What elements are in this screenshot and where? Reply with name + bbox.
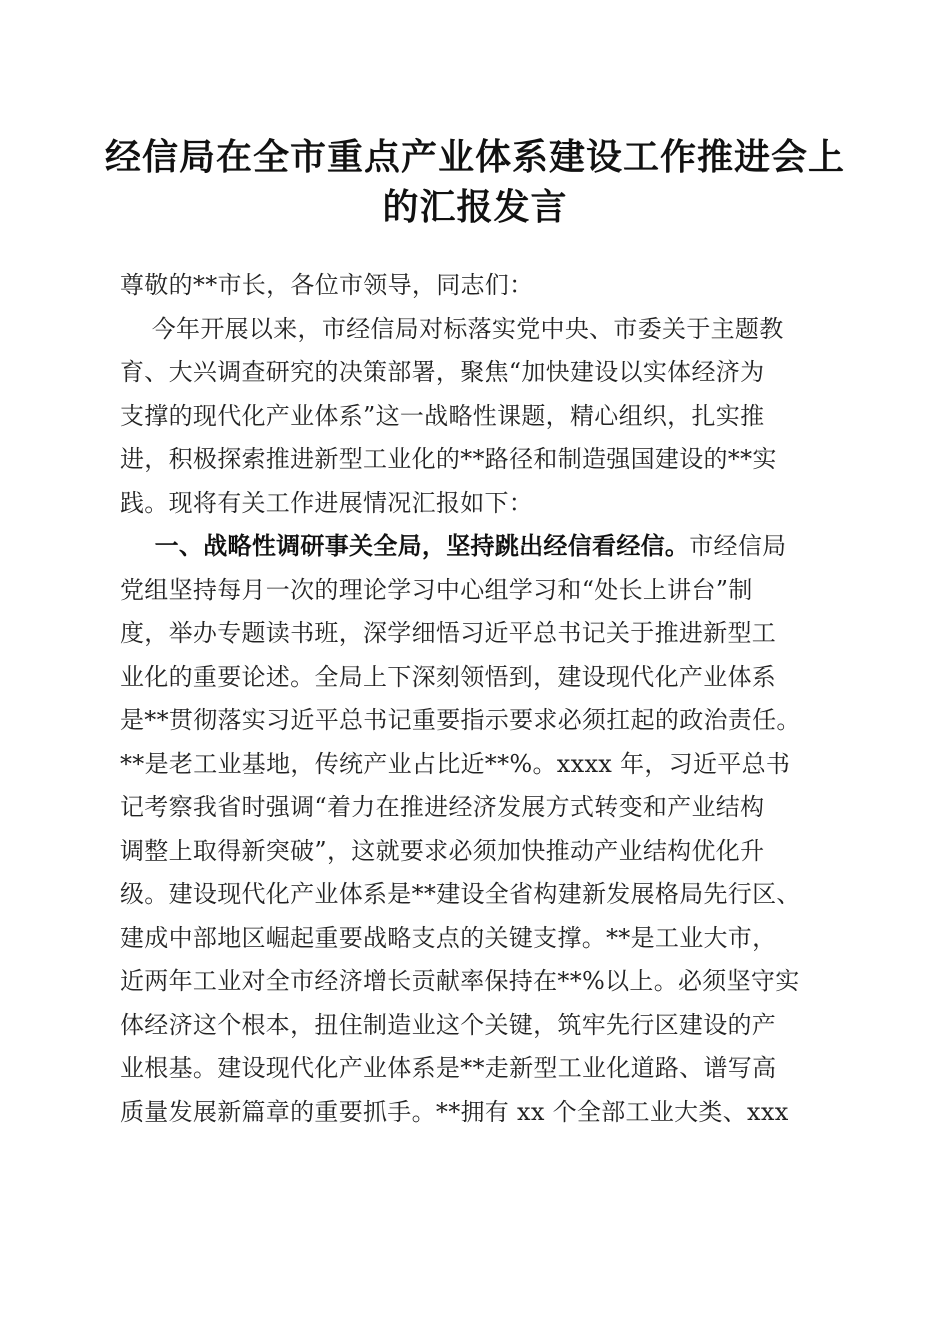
paragraph-line: 建成中部地区崛起重要战略支点的关键支撑。**是工业大市， [120, 923, 777, 952]
section-heading-continuation: 市经信局 [689, 532, 787, 560]
paragraph-line: 是**贯彻落实习近平总书记重要指示要求必须扛起的政治责任。 [120, 706, 801, 734]
paragraph-line: 调整上取得新突破”，这就要求必须加快推动产业结构优化升 [120, 836, 765, 865]
section-heading: 一、战略性调研事关全局，坚持跳出经信看经信。 [120, 532, 690, 560]
paragraph-line: 党组坚持每月一次的理论学习中心组学习和“处长上讲台”制 [120, 575, 753, 604]
document-body [120, 264, 832, 1134]
paragraph-line: 质量发展新篇章的重要抓手。**拥有 xx 个全部工业大类、xxx [120, 1097, 789, 1126]
paragraph-line: 支撑的现代化产业体系”这一战略性课题，精心组织，扎实推 [120, 401, 765, 430]
paragraph-line: 记考察我省时强调“着力在推进经济发展方式转变和产业结构 [120, 793, 765, 821]
paragraph-line: 级。建设现代化产业体系是**建设全省构建新发展格局先行区、 [120, 880, 801, 908]
paragraph-line: 业根基。建设现代化产业体系是**走新型工业化道路、谱写高 [120, 1054, 777, 1082]
paragraph-line: 度，举办专题读书班，深学细悟习近平总书记关于推进新型工 [120, 619, 777, 647]
document-title [100, 132, 850, 232]
title-line-1: 经信局在全市重点产业体系建设工作推进会上 [104, 136, 845, 178]
paragraph-line: 今年开展以来，市经信局对标落实党中央、市委关于主题教 [120, 314, 784, 343]
title-line-2: 的汇报发言 [382, 186, 568, 228]
paragraph-line: **是老工业基地，传统产业占比近**%。xxxx 年，习近平总书 [120, 749, 791, 778]
paragraph-line: 进，积极探索推进新型工业化的**路径和制造强国建设的**实 [120, 445, 777, 473]
paragraph-line: 体经济这个根本，扭住制造业这个关键，筑牢先行区建设的产 [120, 1010, 777, 1039]
salutation-line: 尊敬的**市长，各位市领导，同志们： [120, 271, 534, 299]
paragraph-line: 近两年工业对全市经济增长贡献率保持在**%以上。必须坚守实 [120, 967, 800, 995]
paragraph-line: 践。现将有关工作进展情况汇报如下： [120, 488, 534, 517]
section-heading-line [120, 525, 832, 569]
paragraph-line: 业化的重要论述。全局上下深刻领悟到，建设现代化产业体系 [120, 662, 777, 691]
paragraph-line: 育、大兴调查研究的决策部署，聚焦“加快建设以实体经济为 [120, 358, 765, 386]
